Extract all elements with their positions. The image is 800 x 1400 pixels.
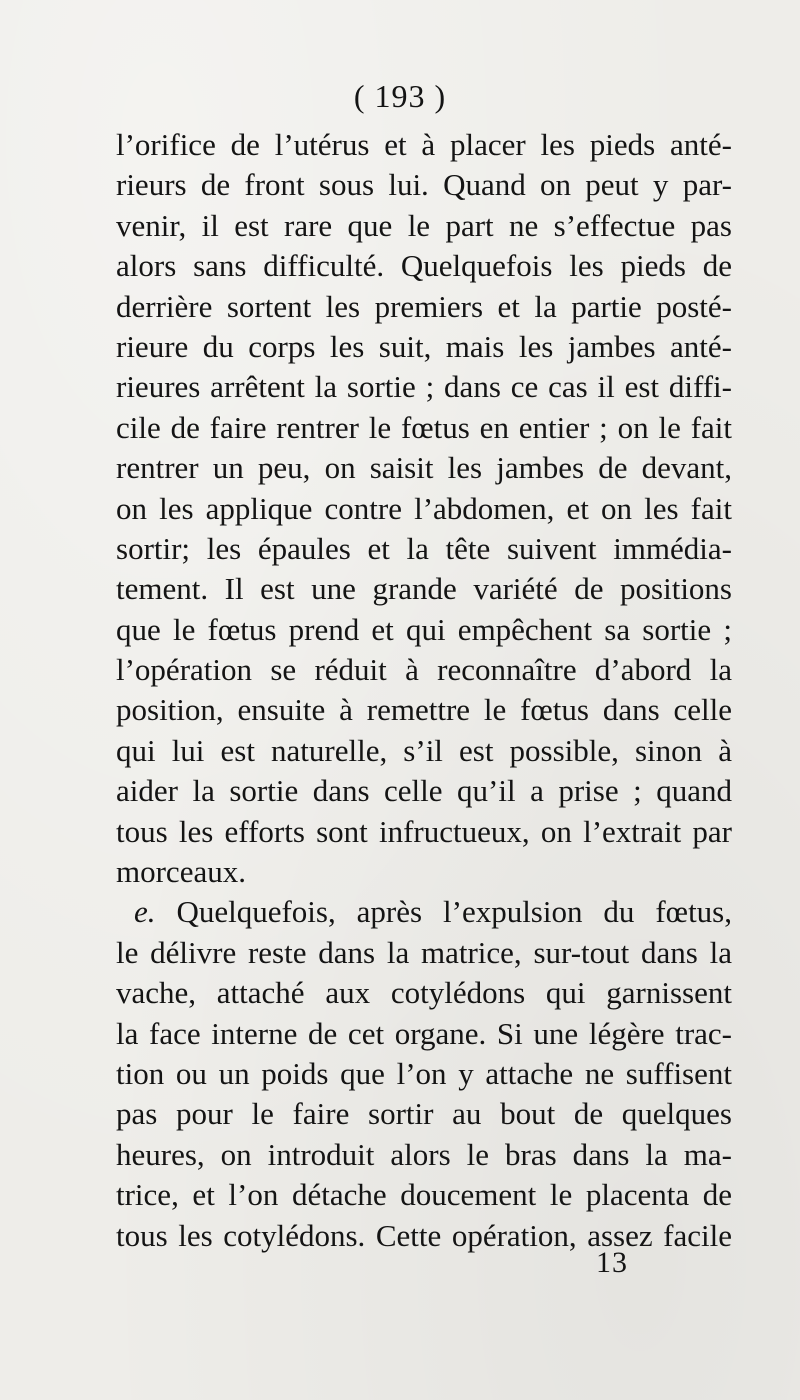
text-line: heures, on introduit alors le bras dans la ma- — [116, 1136, 732, 1172]
text-line: le délivre reste dans la matrice, sur-tout dans la — [116, 934, 732, 970]
text-line: pas pour le faire sortir au bout de quelques — [116, 1096, 732, 1132]
text-line: qui lui est naturelle, s’il est possible, sinon à — [116, 732, 732, 768]
text-line: e. Quelquefois, après l’expulsion du fœtus, — [134, 894, 732, 930]
text-line: l’opération se réduit à reconnaître d’abord la — [116, 652, 732, 688]
text-line: sortir; les épaules et la tête suivent immédia- — [116, 530, 732, 566]
text-line: tous les efforts sont infructueux, on l’extrait par — [116, 813, 732, 849]
signature-mark: 13 — [596, 1246, 628, 1279]
text-line: cile de faire rentrer le fœtus en entier ; on le fait — [116, 409, 732, 445]
text-line: rentrer un peu, on saisit les jambes de devant, — [116, 450, 732, 486]
page-number: ( 193 ) — [353, 78, 447, 114]
body-text — [116, 125, 732, 1256]
text-line: alors sans difficulté. Quelquefois les pieds de — [116, 248, 732, 284]
paragraph-marker: e. — [134, 894, 156, 930]
text-line: position, ensuite à remettre le fœtus dans celle — [116, 692, 732, 728]
text-line: vache, attaché aux cotylédons qui garnissent — [116, 975, 732, 1011]
paragraph-2 — [116, 892, 732, 1256]
text-line: derrière sortent les premiers et la partie posté- — [116, 288, 732, 324]
text-line: tement. Il est une grande variété de positions — [116, 571, 732, 607]
text-line: rieure du corps les suit, mais les jambes anté- — [116, 328, 732, 364]
text-line: trice, et l’on détache doucement le placenta de — [116, 1177, 732, 1213]
text-line: la face interne de cet organe. Si une légère trac- — [116, 1015, 732, 1051]
text-line: l’orifice de l’utérus et à placer les pieds anté- — [116, 127, 732, 162]
text-line: rieurs de front sous lui. Quand on peut y par- — [116, 167, 732, 203]
text-line: morceaux. — [116, 854, 246, 890]
text-line: on les applique contre l’abdomen, et on les fait — [116, 490, 732, 526]
text-line: venir, il est rare que le part ne s’effectue pas — [116, 207, 732, 243]
text-line: tous les cotylédons. Cette opération, assez facile — [116, 1217, 732, 1253]
paragraph-1 — [116, 125, 732, 892]
text-line: tion ou un poids que l’on y attache ne suffisent — [116, 1055, 732, 1091]
text-line: aider la sortie dans celle qu’il a prise ; quand — [116, 773, 732, 809]
text-line: rieures arrêtent la sortie ; dans ce cas il est diffi- — [116, 369, 732, 405]
text-line: que le fœtus prend et qui empêchent sa sortie ; — [116, 611, 732, 647]
